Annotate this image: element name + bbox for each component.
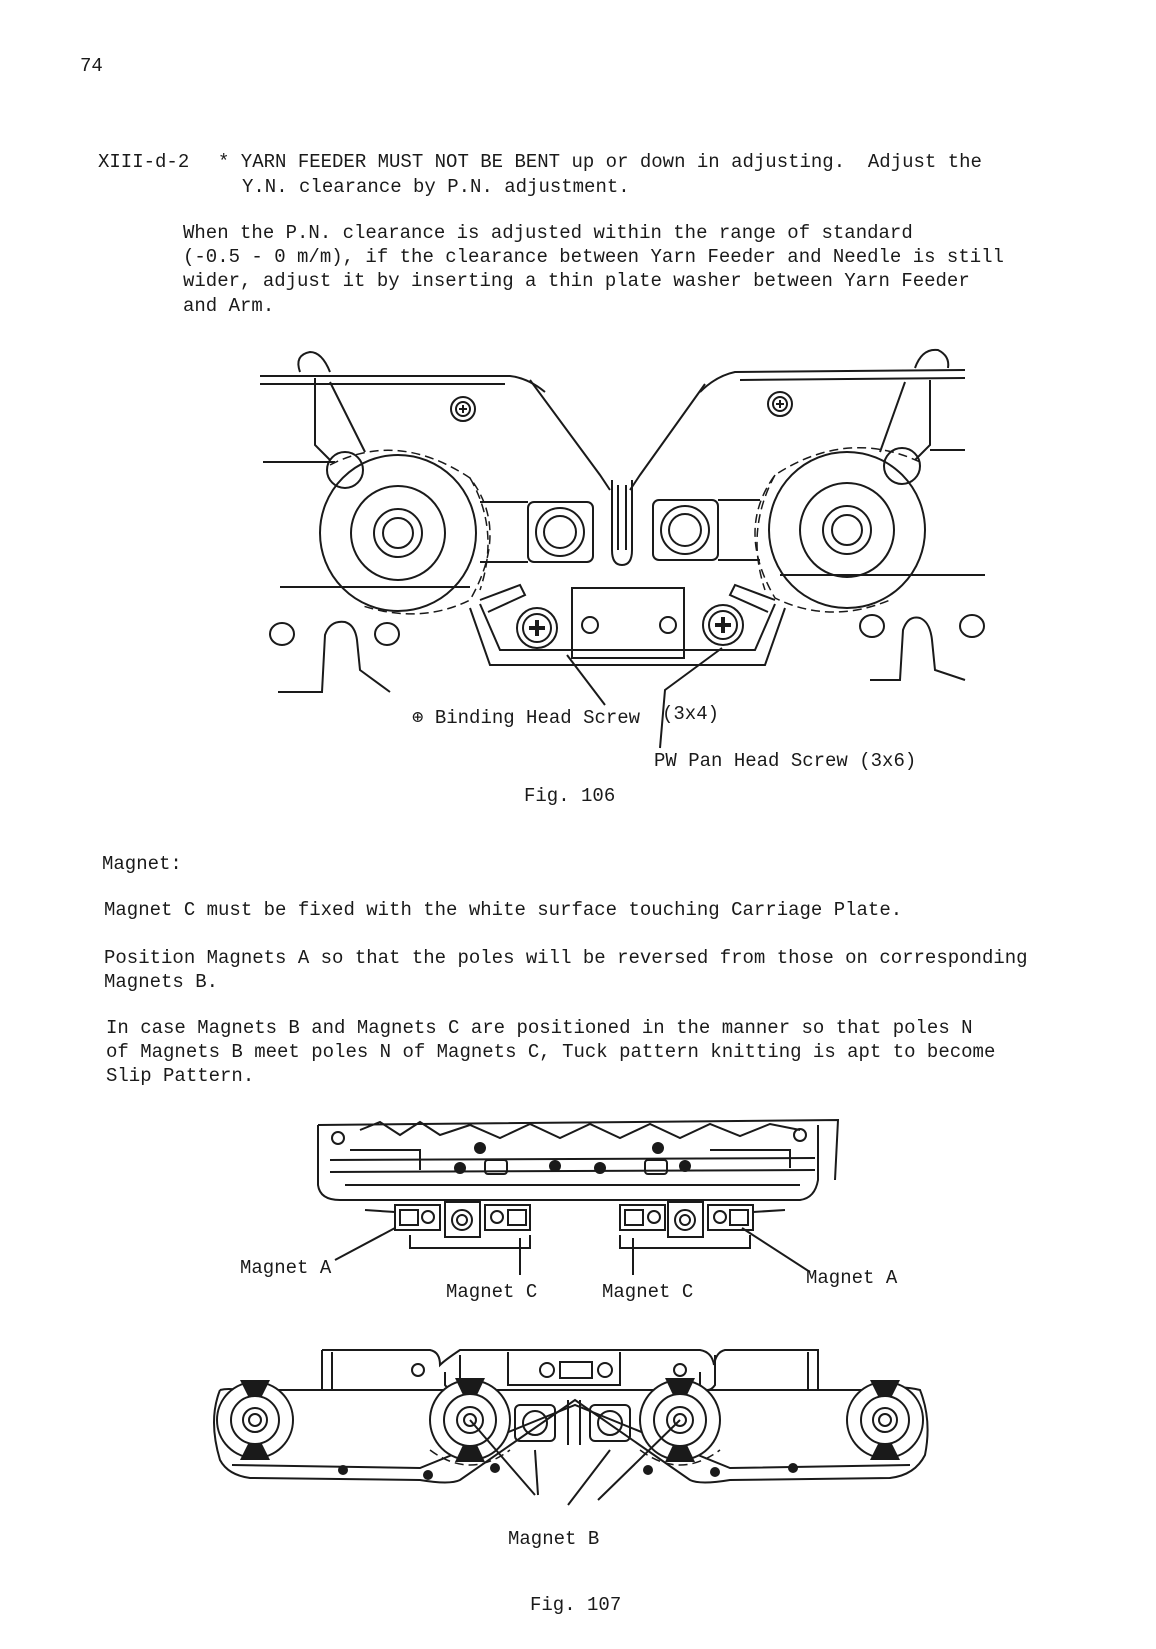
paragraph1-line2: (-0.5 - 0 m/m), if the clearance between Yarn Feeder and Needle is still bbox=[183, 246, 1004, 268]
magnet-paragraph3-line2: of Magnets B meet poles N of Magnets C, Tuck pattern knitting is apt to become bbox=[106, 1041, 996, 1063]
magnet-c-right-label: Magnet C bbox=[602, 1281, 694, 1303]
binding-head-screw-label: ⊕ Binding Head Screw bbox=[412, 707, 641, 729]
pan-head-screw-label: PW Pan Head Screw (3x6) bbox=[654, 750, 917, 772]
magnet-paragraph3-line3: Slip Pattern. bbox=[106, 1065, 255, 1087]
magnet-paragraph1: Magnet C must be fixed with the white surface touching Carriage Plate. bbox=[104, 899, 903, 921]
magnet-a-left-label: Magnet A bbox=[240, 1257, 332, 1279]
magnet-paragraph2-line2: Magnets B. bbox=[104, 971, 219, 993]
fig106-caption: Fig. 106 bbox=[524, 785, 616, 807]
magnet-c-left-label: Magnet C bbox=[446, 1281, 538, 1303]
paragraph1-line1: When the P.N. clearance is adjusted within the range of standard bbox=[183, 222, 913, 244]
paragraph1-line3: wider, adjust it by inserting a thin plate washer between Yarn Feeder bbox=[183, 270, 970, 292]
magnet-a-right-label: Magnet A bbox=[806, 1267, 898, 1289]
magnet-paragraph3-line1: In case Magnets B and Magnets C are positioned in the manner so that poles N bbox=[106, 1017, 973, 1039]
binding-head-screw-size: (3x4) bbox=[662, 703, 720, 725]
section-warning-line1: * YARN FEEDER MUST NOT BE BENT up or down in adjusting. Adjust the bbox=[218, 151, 982, 173]
magnet-paragraph2-line1: Position Magnets A so that the poles will be reversed from those on corresponding bbox=[104, 947, 1028, 969]
fig107-caption: Fig. 107 bbox=[530, 1594, 622, 1616]
page-number: 74 bbox=[80, 55, 103, 77]
magnet-heading: Magnet: bbox=[102, 853, 182, 875]
section-code: XIII-d-2 bbox=[98, 151, 190, 173]
paragraph1-line4: and Arm. bbox=[183, 295, 275, 317]
section-warning-line2: Y.N. clearance by P.N. adjustment. bbox=[242, 176, 630, 198]
magnet-b-label: Magnet B bbox=[508, 1528, 600, 1550]
